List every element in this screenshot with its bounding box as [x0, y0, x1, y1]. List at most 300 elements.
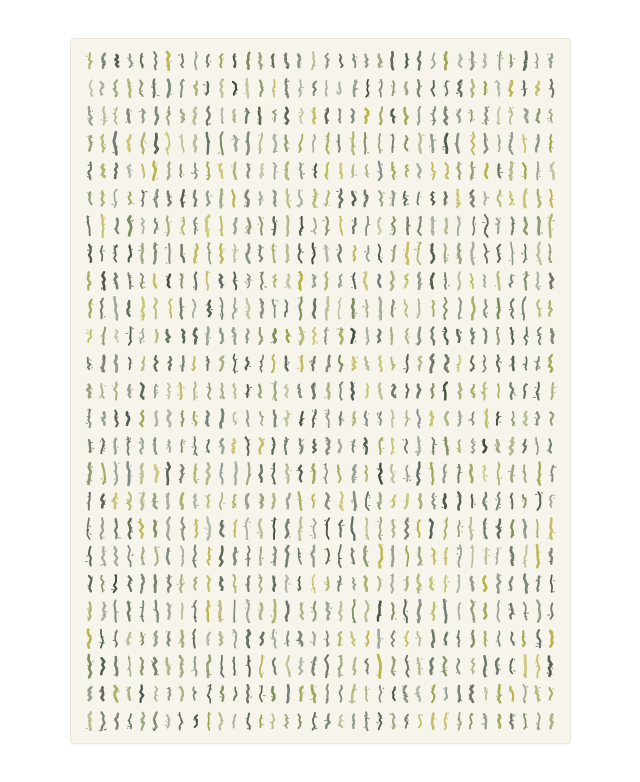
pile-tuft	[310, 699, 312, 700]
pile-tuft	[101, 478, 103, 479]
pile-tuft	[156, 531, 157, 532]
pile-tuft	[234, 307, 236, 308]
pile-tuft	[131, 389, 132, 390]
pile-dash	[206, 411, 209, 425]
pile-tuft	[443, 481, 444, 482]
pile-tuft	[499, 507, 500, 508]
pile-tuft	[301, 531, 303, 532]
pile-dash	[299, 80, 302, 96]
pile-tuft	[156, 147, 157, 148]
pile-tuft	[222, 414, 223, 415]
pile-dash	[100, 518, 103, 539]
pile-tuft	[445, 391, 446, 392]
pile-tuft	[415, 693, 417, 694]
pile-tuft	[218, 153, 220, 154]
pile-tuft	[527, 336, 528, 337]
pile-dash	[247, 79, 248, 97]
pile-dash	[246, 244, 249, 262]
pile-dash	[392, 217, 395, 234]
pile-tuft	[392, 229, 394, 230]
pile-tuft	[247, 728, 248, 729]
pile-dash	[206, 216, 209, 237]
pile-dash	[444, 713, 446, 729]
pile-tuft	[91, 137, 93, 138]
pile-tuft	[113, 109, 114, 110]
pile-tuft	[250, 661, 251, 662]
pile-dash	[339, 545, 341, 567]
pile-tuft	[459, 615, 460, 616]
pile-tuft	[330, 608, 331, 609]
pile-dash	[115, 714, 118, 729]
pile-dash	[538, 217, 539, 234]
pile-dash	[194, 82, 197, 95]
pile-tuft	[237, 89, 238, 90]
pile-dash	[154, 521, 156, 537]
pile-dash	[128, 216, 131, 235]
pile-dash	[167, 107, 170, 125]
pile-tuft	[498, 699, 499, 700]
pile-dash	[140, 520, 143, 538]
pile-tuft	[274, 166, 275, 167]
pile-dash	[354, 81, 356, 96]
pile-dash	[392, 546, 393, 566]
pile-tuft	[117, 447, 118, 448]
dash-row	[87, 215, 555, 237]
pile-tuft	[552, 199, 554, 200]
pile-dash	[524, 545, 526, 567]
pile-tuft	[196, 416, 197, 417]
pile-tuft	[394, 247, 395, 248]
pile-dash	[155, 547, 158, 565]
pile-tuft	[456, 93, 457, 94]
pile-tuft	[487, 107, 489, 108]
pile-tuft	[353, 581, 355, 582]
pile-dash	[458, 713, 460, 730]
pile-tuft	[416, 451, 418, 452]
pile-tuft	[445, 93, 446, 94]
pile-tuft	[340, 725, 342, 726]
pile-dash	[102, 412, 104, 425]
pile-tuft	[457, 496, 458, 497]
pile-tuft	[131, 466, 132, 467]
pile-dash	[128, 462, 130, 485]
dash-row	[88, 189, 554, 207]
pile-tuft	[132, 328, 134, 329]
pile-dash	[510, 577, 513, 590]
pile-tuft	[221, 634, 222, 635]
pile-tuft	[421, 724, 422, 725]
pile-tuft	[525, 281, 527, 282]
pile-tuft	[526, 57, 528, 58]
pile-dash	[523, 685, 525, 703]
pile-dash	[102, 356, 104, 372]
pile-dash	[353, 600, 356, 622]
pile-tuft	[536, 580, 537, 581]
pile-tuft	[381, 164, 382, 165]
pile-dash	[208, 383, 211, 399]
pile-tuft	[523, 416, 524, 417]
pile-tuft	[508, 111, 509, 112]
pile-dash	[286, 464, 288, 482]
pile-tuft	[104, 359, 105, 360]
pile-tuft	[275, 135, 276, 136]
pile-dash	[141, 274, 144, 289]
pile-dash	[248, 219, 250, 234]
pile-dash	[128, 80, 130, 97]
pile-tuft	[336, 93, 337, 94]
pile-tuft	[313, 278, 314, 279]
pile-dash	[551, 714, 553, 728]
pile-dash	[260, 133, 262, 153]
pile-tuft	[247, 68, 248, 69]
pile-dash	[207, 191, 210, 205]
pile-tuft	[485, 501, 487, 502]
pile-tuft	[367, 609, 369, 610]
pile-tuft	[537, 666, 538, 667]
pile-tuft	[513, 176, 514, 177]
pile-tuft	[485, 388, 487, 389]
pile-tuft	[378, 390, 379, 391]
pile-tuft	[497, 554, 498, 555]
pile-dash	[445, 134, 447, 153]
pile-tuft	[194, 692, 195, 693]
pile-dash	[155, 108, 158, 125]
pile-tuft	[117, 384, 118, 385]
pile-tuft	[156, 615, 157, 616]
pile-tuft	[367, 196, 368, 197]
pile-dash	[457, 134, 459, 153]
pile-dash	[407, 218, 408, 235]
pile-tuft	[286, 616, 287, 617]
pile-tuft	[140, 246, 141, 247]
pile-tuft	[155, 697, 156, 698]
pile-tuft	[195, 720, 196, 721]
pile-dash	[353, 715, 354, 728]
pile-dash	[392, 191, 393, 205]
pile-tuft	[445, 439, 446, 440]
pile-tuft	[275, 340, 276, 341]
pile-dash	[167, 52, 169, 70]
pile-tuft	[300, 361, 302, 362]
pile-dash	[406, 411, 408, 426]
pile-tuft	[101, 371, 103, 372]
pile-dash	[550, 518, 551, 538]
pile-dash	[153, 162, 156, 180]
pile-tuft	[379, 218, 381, 219]
pile-tuft	[271, 342, 273, 343]
pile-tuft	[130, 501, 131, 502]
pile-dash	[485, 688, 487, 700]
pile-tuft	[288, 81, 289, 82]
pile-tuft	[168, 551, 170, 552]
pile-tuft	[510, 81, 511, 82]
pile-tuft	[311, 611, 312, 612]
pile-tuft	[327, 330, 329, 331]
pile-dash	[406, 631, 409, 646]
pile-tuft	[286, 464, 288, 465]
pile-tuft	[549, 171, 551, 172]
pile-tuft	[298, 368, 300, 369]
pile-tuft	[179, 384, 181, 385]
pile-dash	[339, 356, 342, 371]
pile-dash	[327, 356, 330, 371]
pile-dash	[272, 355, 274, 372]
pile-tuft	[487, 421, 488, 422]
pile-dash	[470, 465, 472, 482]
pile-tuft	[406, 314, 407, 315]
pile-tuft	[336, 249, 337, 250]
pile-dash	[129, 656, 131, 676]
pile-tuft	[301, 697, 302, 698]
pile-tuft	[182, 450, 183, 451]
pile-tuft	[405, 195, 406, 196]
pile-dash	[220, 547, 223, 566]
pile-tuft	[91, 367, 92, 368]
pile-tuft	[167, 418, 169, 419]
pile-dash	[406, 466, 408, 482]
pile-tuft	[141, 56, 143, 57]
pile-dash	[484, 577, 487, 591]
pile-tuft	[104, 148, 105, 149]
pile-dash	[511, 493, 512, 508]
pile-dash	[259, 465, 261, 481]
pile-tuft	[420, 638, 421, 639]
pile-dash	[193, 630, 195, 648]
pile-dash	[418, 437, 420, 455]
pile-dash	[261, 272, 263, 289]
pile-tuft	[171, 604, 172, 605]
pile-tuft	[218, 605, 219, 606]
pile-tuft	[285, 94, 286, 95]
pile-tuft	[431, 195, 433, 196]
pile-dash	[89, 192, 92, 204]
pile-dash	[114, 190, 116, 208]
pile-tuft	[100, 251, 102, 252]
pile-tuft	[261, 482, 262, 483]
pile-tuft	[302, 252, 303, 253]
pile-dash	[274, 382, 276, 400]
pile-dash	[299, 244, 302, 262]
pile-tuft	[169, 144, 170, 145]
pile-tuft	[87, 416, 89, 417]
pile-tuft	[394, 86, 395, 87]
pile-tuft	[208, 243, 209, 244]
pile-dash	[246, 358, 249, 370]
pile-tuft	[312, 538, 313, 539]
pile-dash	[154, 274, 156, 287]
pile-tuft	[486, 228, 487, 229]
pile-tuft	[89, 608, 90, 609]
pile-tuft	[165, 468, 166, 469]
pile-dash	[233, 495, 235, 508]
pile-tuft	[115, 297, 116, 298]
pile-tuft	[433, 342, 434, 343]
pile-tuft	[263, 439, 265, 440]
pile-dash	[102, 54, 104, 68]
pile-tuft	[312, 694, 313, 695]
pile-tuft	[537, 559, 538, 560]
pile-tuft	[205, 231, 206, 232]
pile-tuft	[171, 94, 172, 95]
pile-dash	[195, 272, 197, 289]
pile-tuft	[383, 688, 384, 689]
pile-dash	[380, 298, 381, 319]
pile-dash	[274, 163, 277, 179]
pile-tuft	[499, 88, 500, 89]
pile-dash	[233, 354, 235, 372]
pile-dash	[391, 328, 392, 344]
pile-tuft	[524, 66, 525, 67]
dash-row	[88, 655, 553, 678]
pile-dash	[458, 492, 460, 509]
pile-tuft	[207, 420, 208, 421]
pile-tuft	[474, 504, 475, 505]
pile-dash	[419, 134, 421, 153]
pile-tuft	[129, 311, 130, 312]
pile-dash	[299, 385, 302, 397]
pile-tuft	[497, 696, 498, 697]
pile-tuft	[436, 606, 437, 607]
pile-dash	[339, 632, 341, 645]
pile-tuft	[130, 170, 131, 171]
pile-dash	[208, 301, 211, 317]
pile-tuft	[207, 124, 209, 125]
pile-tuft	[444, 671, 445, 672]
pile-tuft	[448, 581, 449, 582]
pile-dash	[511, 466, 513, 482]
pile-tuft	[433, 149, 434, 150]
pile-tuft	[354, 219, 355, 220]
pile-dash	[195, 52, 197, 69]
pile-dash	[248, 546, 250, 566]
pile-tuft	[288, 641, 289, 642]
pile-tuft	[499, 143, 500, 144]
pile-tuft	[105, 551, 106, 552]
pile-tuft	[406, 661, 408, 662]
pile-dash	[207, 107, 210, 125]
pile-tuft	[353, 258, 354, 259]
pile-tuft	[286, 149, 287, 150]
pile-tuft	[220, 331, 221, 332]
pile-tuft	[101, 193, 102, 194]
pile-dash	[378, 275, 380, 287]
pile-tuft	[277, 172, 278, 173]
pile-tuft	[432, 391, 433, 392]
pile-tuft	[338, 669, 340, 670]
pile-dash	[286, 546, 289, 566]
pile-tuft	[472, 142, 473, 143]
pile-tuft	[180, 233, 181, 234]
pile-tuft	[539, 687, 540, 688]
pile-tuft	[220, 579, 221, 580]
pile-tuft	[194, 142, 195, 143]
pile-tuft	[472, 535, 473, 536]
pile-tuft	[472, 396, 473, 397]
pile-tuft	[434, 140, 436, 141]
pile-dash	[523, 134, 525, 152]
pile-tuft	[131, 579, 132, 580]
pile-dash	[89, 440, 90, 452]
pile-dash	[207, 440, 209, 452]
pile-dash	[444, 494, 446, 507]
pile-dash	[472, 297, 474, 319]
pile-tuft	[168, 415, 169, 416]
pile-dash	[285, 54, 288, 68]
pile-tuft	[233, 661, 234, 662]
pile-tuft	[205, 528, 206, 529]
pile-dash	[485, 632, 486, 646]
pile-tuft	[234, 413, 236, 414]
pile-dash	[287, 189, 290, 207]
pile-tuft	[500, 218, 501, 219]
pile-tuft	[236, 359, 237, 360]
pile-tuft	[182, 221, 184, 222]
pile-tuft	[498, 720, 499, 721]
pile-dash	[496, 548, 498, 564]
pile-tuft	[126, 500, 128, 501]
pile-dash	[484, 192, 486, 205]
pile-dash	[523, 495, 526, 507]
pile-tuft	[525, 232, 526, 233]
pile-dash	[432, 714, 433, 729]
pile-tuft	[512, 720, 513, 721]
pile-tuft	[178, 643, 180, 644]
pile-tuft	[87, 530, 88, 531]
pile-tuft	[433, 448, 435, 449]
pile-tuft	[92, 61, 93, 62]
pile-tuft	[191, 670, 193, 671]
pile-dash	[128, 385, 130, 397]
pile-tuft	[328, 585, 330, 586]
pile-tuft	[407, 334, 408, 335]
pile-dash	[536, 686, 539, 700]
pile-dash	[378, 602, 381, 621]
dash-row	[89, 297, 551, 320]
pile-tuft	[220, 315, 221, 316]
pile-tuft	[551, 118, 552, 119]
pile-dash	[274, 191, 276, 206]
pile-tuft	[415, 249, 417, 250]
pile-dash	[246, 494, 248, 508]
pile-tuft	[132, 555, 134, 556]
pile-tuft	[390, 714, 392, 715]
pile-tuft	[222, 580, 223, 581]
pile-tuft	[276, 633, 277, 634]
pile-tuft	[494, 81, 496, 82]
pile-tuft	[116, 305, 118, 306]
pile-tuft	[232, 336, 234, 337]
pile-tuft	[300, 521, 301, 522]
pile-tuft	[181, 117, 182, 118]
pile-tuft	[513, 475, 514, 476]
pile-tuft	[313, 303, 314, 304]
pile-tuft	[501, 362, 502, 363]
pile-tuft	[498, 450, 499, 451]
pile-tuft	[249, 585, 250, 586]
pile-tuft	[458, 335, 459, 336]
pile-tuft	[248, 65, 249, 66]
pile-dash	[313, 108, 314, 123]
pile-dash	[259, 520, 262, 538]
pile-tuft	[155, 530, 156, 531]
pile-tuft	[91, 246, 92, 247]
pile-tuft	[393, 147, 394, 148]
pile-dash	[312, 685, 315, 701]
pile-dash	[418, 600, 420, 622]
pile-dash	[180, 656, 183, 676]
pile-tuft	[522, 313, 524, 314]
pile-dash	[208, 713, 209, 730]
